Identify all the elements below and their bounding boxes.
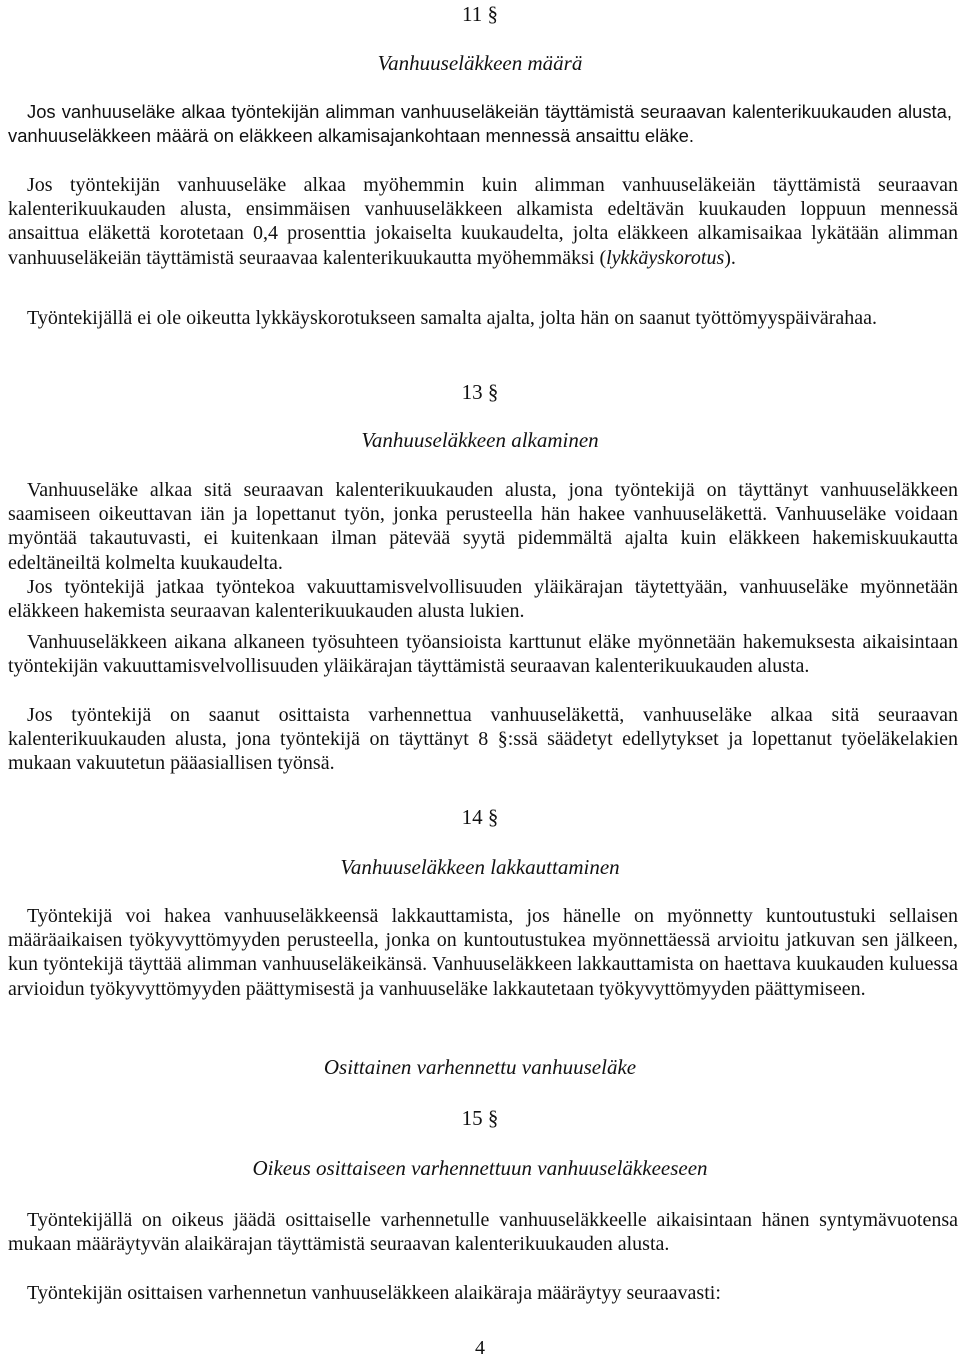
section-13-paragraph-4: Jos työntekijä on saanut osittaista varhennettua vanhuuseläkettä, vanhuuseläke alkaa sitä seuraavan kalenterikuukauden alusta, jona työntekijä on täyttänyt 8 §:ssä säädetyt edellytykset ja lopettanut työeläkelakien mukaan vakuutetun pääasiallisen työnsä. <box>8 704 958 775</box>
section-11-title: Vanhuuseläkkeen määrä <box>377 51 583 75</box>
paragraph-text: ). <box>724 246 736 269</box>
section-11-number: 11 § <box>462 2 498 26</box>
section-14-number: 14 § <box>461 805 499 829</box>
defined-term: lykkäyskorotus <box>606 246 725 269</box>
section-15-paragraph-1: Työntekijällä on oikeus jäädä osittaiselle varhennetulle vanhuuseläkkeelle aikaisintaan hänen syntymävuotensa mukaan määräytyvän alaikärajan täyttämistä seuraavan kalenterikuukauden alusta. <box>8 1209 958 1256</box>
section-11-paragraph-2 <box>8 173 958 270</box>
paragraph-text: Jos työntekijän vanhuuseläke alkaa myöhemmin kuin alimman vanhuuseläkeiän täyttämistä seuraavan kalenterikuukauden alusta, ensimmäisen vanhuuseläkkeen alkamista edeltävän kuukauden loppuun mennessä ansaittua eläkettä korotetaan 0,4 prosenttia jokaiselta kuukaudelta, jolta eläkkeen alkamisaikaa lykätään alimman vanhuuseläkeiän täyttämistä seuraavaa kalenterikuukautta myöhemmäksi ( <box>8 174 958 269</box>
section-14-paragraph-1: Työntekijä voi hakea vanhuuseläkkeensä lakkauttamista, jos hänelle on myönnetty kuntoutustuki sellaisen määräaikaisen työkyvyttömyyden perusteella, jonka on kuntoutustukea myönnettäessä arvioitu jatkuvan sen jälkeen, kun työntekijä täyttää alimman vanhuuseläkeikänsä. Vanhuuseläkkeen lakkauttamista on haettava kuukauden kuluessa arvioidun työkyvyttömyyden päättymisestä ja vanhuuseläke lakkautetaan työkyvyttömyyden päättymiseen. <box>8 905 958 1000</box>
section-13-paragraph-1: Vanhuuseläke alkaa sitä seuraavan kalenterikuukauden alusta, jona työntekijä on täyttänyt vanhuuseläkkeen saamiseen oikeuttavan iän ja lopettanut työn, jonka perusteella hän hakee vanhuuseläkettä. Vanhuuseläke voidaan myöntää takautuvasti, ei kuitenkaan ilman pätevää syytä pidemmältä ajalta kuin eläkkeen hakemiskuukautta edeltäneiltä kolmelta kuukaudelta. <box>8 479 958 574</box>
section-13-paragraph-3: Vanhuuseläkkeen aikana alkaneen työsuhteen työansioista karttunut eläke myönnetään hakemuksesta aikaisintaan työntekijän vakuuttamisvelvollisuuden yläikärajan täyttämistä seuraavan kalenterikuukauden alusta. <box>8 631 958 678</box>
section-15-title: Oikeus osittaiseen varhennettuun vanhuuseläkkeeseen <box>252 1156 708 1180</box>
section-11-paragraph-3: Työntekijällä ei ole oikeutta lykkäyskorotukseen samalta ajalta, jolta hän on saanut työttömyyspäivärahaa. <box>27 307 878 329</box>
part-heading: Osittainen varhennettu vanhuuseläke <box>323 1055 637 1079</box>
section-15-paragraph-2: Työntekijän osittaisen varhennetun vanhuuseläkkeen alaikäraja määräytyy seuraavasti: <box>27 1282 721 1304</box>
section-13-number: 13 § <box>461 380 499 404</box>
section-13-title: Vanhuuseläkkeen alkaminen <box>361 428 599 452</box>
section-11-paragraph-1: Jos vanhuuseläke alkaa työntekijän alimman vanhuuseläkeiän täyttämistä seuraavan kalenterikuukauden alusta, vanhuuseläkkeen määrä on eläkkeen alkamisajankohtaan mennessä ansaittu eläke. <box>8 101 952 147</box>
section-15-number: 15 § <box>461 1106 499 1130</box>
section-14-title: Vanhuuseläkkeen lakkauttaminen <box>340 855 620 879</box>
page-number: 4 <box>475 1337 485 1359</box>
section-13-paragraph-2: Jos työntekijä jatkaa työntekoa vakuuttamisvelvollisuuden yläikärajan täytettyään, vanhuuseläke myönnetään eläkkeen hakemista seuraavan kalenterikuukauden alusta lukien. <box>8 576 958 623</box>
